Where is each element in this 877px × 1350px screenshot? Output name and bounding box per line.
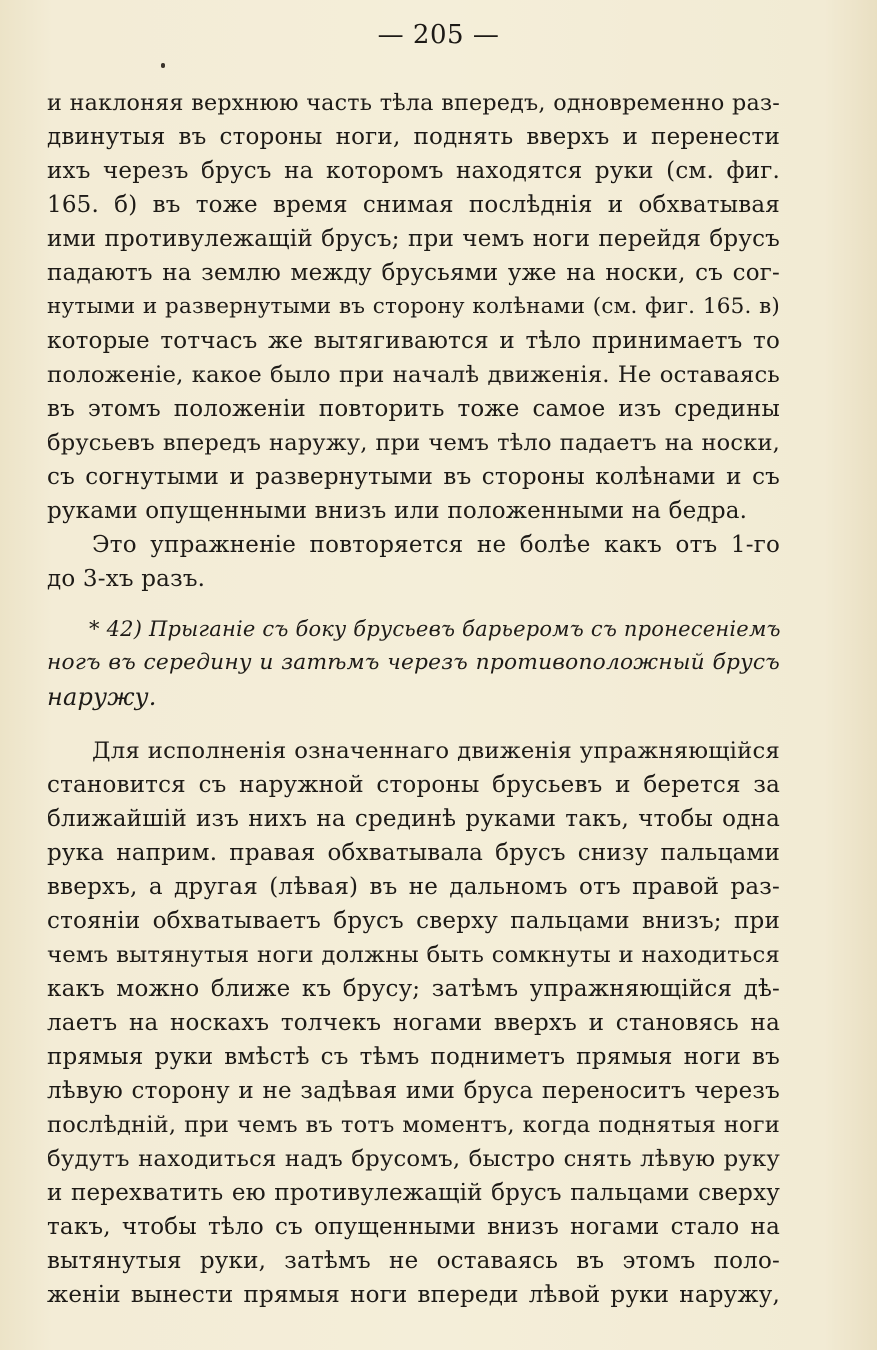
text-line: становится съ наружной стороны брусьевъ и берется за [47, 772, 780, 798]
text-line: прямыя руки вмѣстѣ съ тѣмъ подниметъ прямыя ноги въ [47, 1044, 780, 1070]
text-line: въ этомъ положеніи повторить тоже самое изъ средины [47, 396, 780, 422]
text-line: Это упражненіе повторяется не болѣе какъ отъ 1-го [92, 532, 780, 558]
text-line: и перехватить ею противулежащій брусъ пальцами сверху [47, 1180, 780, 1206]
text-line: чемъ вытянутыя ноги должны быть сомкнуты и находиться [47, 942, 780, 968]
text-line: двинутыя въ стороны ноги, поднять вверхъ и перенести [47, 124, 780, 150]
text-line: вверхъ, а другая (лѣвая) въ не дальномъ отъ правой раз- [47, 874, 780, 900]
text-line: ими противулежащій брусъ; при чемъ ноги перейдя брусъ [47, 226, 780, 252]
page-number: — 205 — [377, 20, 500, 50]
text-line: Для исполненія означеннаго движенія упражняющійся [92, 738, 780, 764]
text-line: падаютъ на землю между брусьями уже на носки, съ сог- [47, 260, 780, 286]
text-line: стояніи обхватываетъ брусъ сверху пальцами внизъ; при [47, 908, 780, 934]
text-line: съ согнутыми и развернутыми въ стороны колѣнами и съ [47, 464, 780, 490]
text-line: какъ можно ближе къ брусу; затѣмъ упражняющійся дѣ- [47, 976, 780, 1002]
text-line: женіи вынести прямыя ноги впереди лѣвой руки наружу, [47, 1282, 780, 1308]
text-line: лѣвую сторону и не задѣвая ими бруса переноситъ черезъ [47, 1078, 780, 1104]
text-line: ихъ черезъ брусъ на которомъ находятся руки (см. фиг. [47, 158, 780, 184]
text-line: положеніе, какое было при началѣ движенія. Не оставаясь [47, 362, 780, 388]
text-line: брусьевъ впередъ наружу, при чемъ тѣло падаетъ на носки, [47, 430, 780, 456]
heading-line: * 42) Прыганіе съ боку брусьевъ барьеромъ съ пронесеніемъ [89, 617, 781, 641]
text-line: до 3-хъ разъ. [47, 566, 206, 592]
text-line: нутыми и развернутыми въ сторону колѣнами (см. фиг. 165. в) [47, 294, 780, 319]
heading-line: ногъ въ середину и затѣмъ черезъ противоположный брусъ [47, 650, 780, 675]
text-line: рука наприм. правая обхватывала брусъ снизу пальцами [47, 840, 780, 866]
text-line: которые тотчасъ же вытягиваются и тѣло принимаетъ то [47, 328, 780, 354]
text-line: 165. б) въ тоже время снимая послѣднія и обхватывая [47, 192, 780, 218]
heading-line: наружу. [47, 683, 157, 711]
text-line: и наклоняя верхнюю часть тѣла впередъ, одновременно раз- [47, 90, 780, 116]
print-speck [161, 63, 165, 68]
text-line: вытянутыя руки, затѣмъ не оставаясь въ этомъ поло- [47, 1248, 780, 1274]
text-line: послѣдній, при чемъ въ тотъ моментъ, когда поднятыя ноги [47, 1112, 780, 1138]
text-line: такъ, чтобы тѣло съ опущенными внизъ ногами стало на [47, 1214, 780, 1240]
text-line: будутъ находиться надъ брусомъ, быстро снять лѣвую руку [47, 1146, 780, 1172]
text-line: руками опущенными внизъ или положенными на бедра. [47, 498, 748, 524]
text-line: лаетъ на носкахъ толчекъ ногами вверхъ и становясь на [47, 1010, 780, 1036]
text-line: ближайшій изъ нихъ на срединѣ руками такъ, чтобы одна [47, 806, 780, 832]
